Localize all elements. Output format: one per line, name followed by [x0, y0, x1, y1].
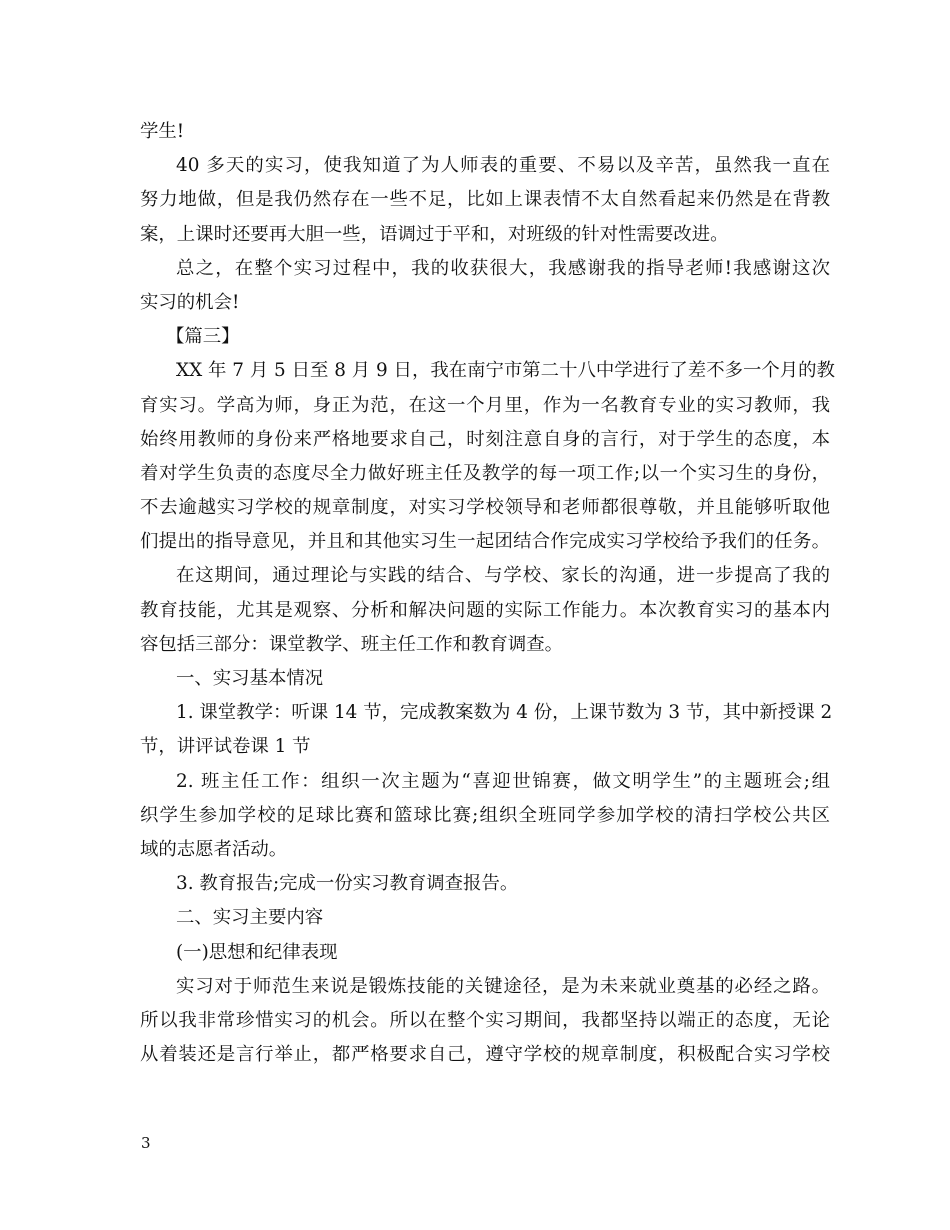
text-line: XX 年 7 月 5 日至 8 月 9 日，我在南宁市第二十八中学进行了差不多一个月的教: [176, 360, 835, 382]
text-line: 从着装还是言行举止，都严格要求自己，遵守学校的规章制度，积极配合实习学校: [140, 1044, 830, 1066]
text-line: 案，上课时还要再大胆一些，语调过于平和，对班级的针对性需要改进。: [140, 223, 729, 245]
text-line: 所以我非常珍惜实习的机会。所以在整个实习期间，我都坚持以端正的态度，无论: [140, 1009, 830, 1031]
text-line: 40 多天的实习，使我知道了为人师表的重要、不易以及辛苦，虽然我一直在: [176, 155, 830, 177]
text-line: 1. 课堂教学：听课 14 节，完成教案数为 4 份，上课节数为 3 节，其中新授课 2: [176, 702, 833, 724]
text-line: 不去逾越实习学校的规章制度，对实习学校领导和老师都很尊敬，并且能够听取他: [140, 497, 830, 519]
text-line: 在这期间，通过理论与实践的结合、与学校、家长的沟通，进一步提高了我的: [176, 565, 830, 587]
text-line: 们提出的指导意见，并且和其他实习生一起团结合作完成实习学校给予我们的任务。: [140, 531, 830, 553]
text-line: 节，讲评试卷课 1 节: [140, 736, 311, 758]
subheading: (一)思想和纪律表现: [176, 941, 338, 963]
subheading: 二、实习主要内容: [176, 907, 324, 929]
text-line: 实习对于师范生来说是锻炼技能的关键途径，是为未来就业奠基的必经之路。: [176, 975, 830, 997]
text-line: 实习的机会!: [140, 291, 240, 313]
document-body: [140, 115, 835, 1072]
text-line: 容包括三部分：课堂教学、班主任工作和教育调查。: [140, 633, 563, 655]
text-line: 学生!: [140, 121, 185, 142]
text-line: 总之，在整个实习过程中，我的收获很大，我感谢我的指导老师!我感谢这次: [176, 257, 830, 279]
text-line: 教育技能，尤其是观察、分析和解决问题的实际工作能力。本次教育实习的基本内: [140, 599, 830, 621]
text-line: 域的志愿者活动。: [140, 838, 288, 860]
text-line: 努力地做，但是我仍然存在一些不足，比如上课表情不太自然看起来仍然是在背教: [140, 189, 830, 211]
section-heading: 【篇三】: [166, 326, 240, 348]
text-line: 始终用教师的身份来严格地要求自己，时刻注意自身的言行，对于学生的态度，本: [140, 428, 830, 450]
text-line: 织学生参加学校的足球比赛和篮球比赛;组织全班同学参加学校的清扫学校公共区: [140, 804, 830, 826]
text-line: 2. 班主任工作：组织一次主题为“喜迎世锦赛，做文明学生”的主题班会;组: [176, 770, 830, 792]
page-number: 3: [141, 1134, 151, 1152]
text-line: 3. 教育报告;完成一份实习教育调查报告。: [176, 873, 519, 895]
text-line: 育实习。学高为师，身正为范，在这一个月里，作为一名教育专业的实习教师，我: [140, 394, 830, 416]
subheading: 一、实习基本情况: [176, 668, 324, 689]
text-line: 着对学生负责的态度尽全力做好班主任及教学的每一项工作;以一个实习生的身份，: [140, 462, 830, 484]
